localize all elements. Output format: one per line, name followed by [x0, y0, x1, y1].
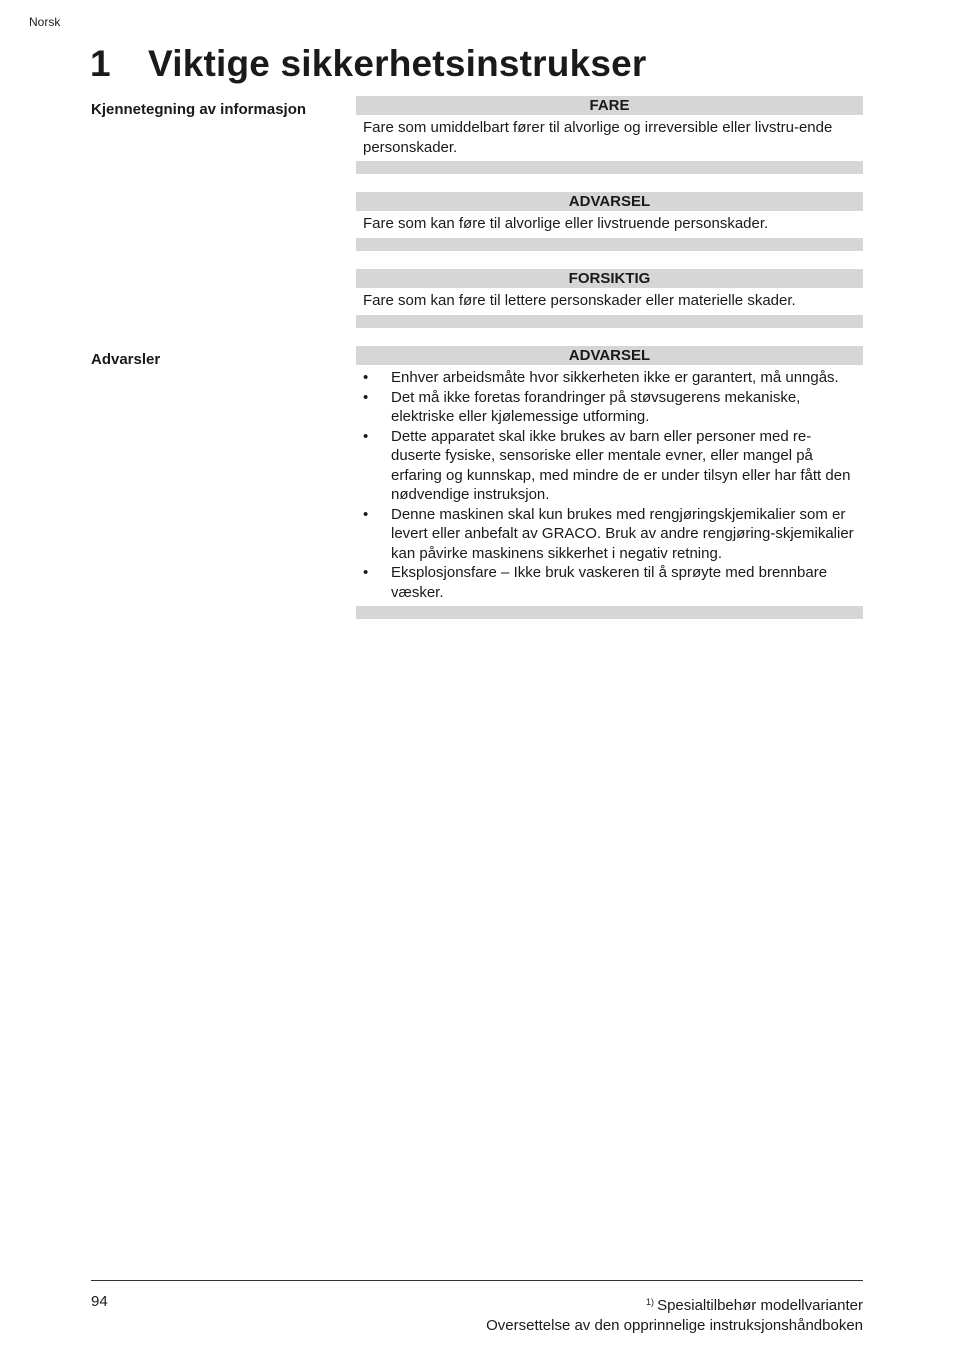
chapter-title: Viktige sikkerhetsinstrukser	[148, 43, 647, 84]
list-item-text: Det må ikke foretas forandringer på støvsugerens mekaniske, elektriske eller kjølemessige utforming.	[391, 388, 801, 425]
bullet-icon: •	[363, 564, 369, 581]
caution-heading: FORSIKTIG	[356, 269, 863, 288]
warning-heading: ADVARSEL	[356, 192, 863, 211]
footnote	[486, 1292, 863, 1316]
danger-text: Fare som umiddelbart fører til alvorlige og irreversible eller livstru-ende personskader.	[363, 119, 833, 156]
list-item	[363, 505, 855, 564]
page-number: 94	[91, 1293, 108, 1310]
list-item	[363, 427, 855, 505]
warnings-body	[356, 365, 863, 606]
list-item	[363, 388, 855, 427]
page-title	[90, 41, 647, 87]
bullet-icon: •	[363, 427, 369, 445]
list-item-text: Denne maskinen skal kun brukes med rengjøringskjemikalier som er levert eller anbefalt av GRACO. Bruk av andre rengjøring-skjemikalier kan påvirke maskinens sikkerhet i negativ retning.	[391, 505, 854, 562]
footnote-text: Spesialtilbehør modellvarianter	[657, 1297, 863, 1314]
list-item-text: Eksplosjonsfare – Ikke bruk vaskeren til å sprøyte med brennbare væsker.	[391, 564, 828, 601]
list-item-text: Enhver arbeidsmåte hvor sikkerheten ikke er garantert, må unngås.	[391, 369, 839, 386]
chapter-number: 1	[90, 43, 111, 84]
warnings-heading: ADVARSEL	[356, 346, 863, 365]
footer-divider	[91, 1280, 863, 1281]
warning-text: Fare som kan føre til alvorlige eller livstruende personskader.	[363, 215, 769, 232]
list-item	[363, 368, 855, 388]
footnote-marker: 1)	[646, 1297, 655, 1307]
bullet-icon: •	[363, 369, 369, 386]
warnings-box-footer-bar	[356, 606, 863, 619]
warning-box-footer-bar	[356, 238, 863, 251]
translation-note: Oversettelse av den opprinnelige instruksjonshåndboken	[486, 1317, 863, 1334]
warning-box	[356, 192, 863, 251]
caution-text: Fare som kan føre til lettere personskader eller materielle skader.	[363, 292, 796, 309]
list-item-text: Dette apparatet skal ikke brukes av barn eller personer med re-duserte fysiske, sensoriske eller mentale evner, eller mangel på erfaring og kunnskap, med mindre de er under tilsyn eller har fått den nødvendige instruksjon.	[391, 427, 851, 503]
warnings-section-label: Advarsler	[91, 351, 161, 368]
caution-box	[356, 269, 863, 328]
caution-box-footer-bar	[356, 315, 863, 328]
warnings-list	[363, 368, 855, 602]
danger-heading: FARE	[356, 96, 863, 115]
bullet-icon: •	[363, 388, 369, 406]
bullet-icon: •	[363, 505, 369, 523]
danger-box-footer-bar	[356, 161, 863, 174]
footer-notes	[486, 1292, 863, 1336]
danger-box	[356, 96, 863, 174]
language-label: Norsk	[29, 15, 61, 29]
list-item	[363, 563, 855, 602]
warnings-box	[356, 346, 863, 619]
info-section-label: Kjennetegning av informasjon	[91, 101, 307, 118]
